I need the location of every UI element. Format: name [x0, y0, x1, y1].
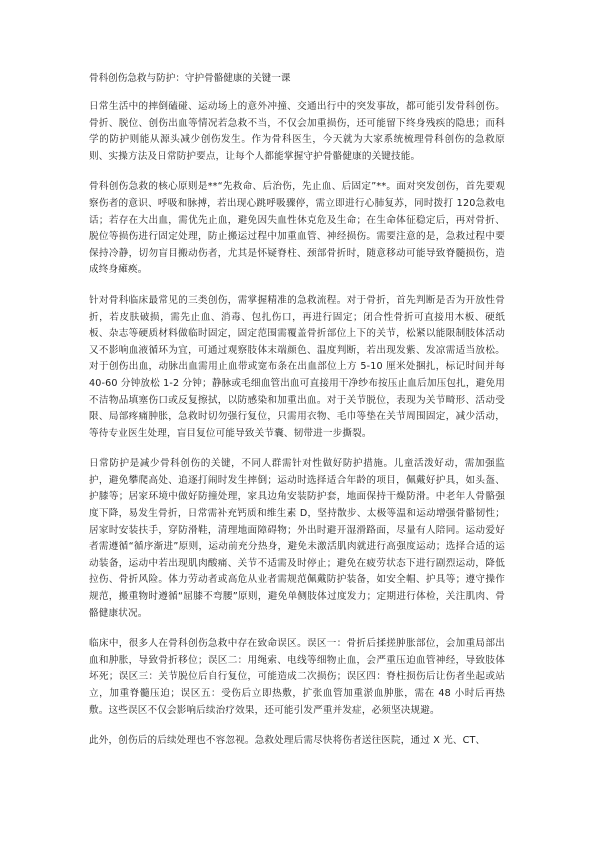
paragraph-intro: 日常生活中的摔倒磕碰、运动场上的意外冲撞、交通出行中的突发事故，都可能引发骨科创伤。骨折、脱位、创伤出血等情况若急救不当，不仅会加重损伤，还可能留下终身残疾的隐患；而科学的防护则能从源头减少创伤发生。作为骨科医生，今天就为大家系统梳理骨科创伤的急救原则、实操方法及日常防护要点，让每个人都能掌握守护骨骼健康的关键技能。 — [89, 101, 505, 162]
paragraph-first-aid-procedures: 针对骨科临床最常见的三类创伤，需掌握精准的急救流程。对于骨折，首先判断是否为开放性骨折，若皮肤破损，需先止血、消毒、包扎伤口，再进行固定；闭合性骨折可直接用木板、硬纸板、杂志等硬质材料做临时固定，固定范围需覆盖骨折部位上下的关节，松紧以能限制肢体活动又不影响血液循环为宜，可通过观察肢体末端颜色、温度判断，若出现发紫、发凉需适当放松。对于创伤出血，动脉出血需用止血带或宽布条在出血部位上方 5-10 厘米处捆扎，标记时间并每 40-60 分钟放松 1-2 分钟；静脉或毛细血管出血可直接用干净纱布按压止血后加压包扎，避免用不洁物品填塞伤口或反复擦拭，以防感染和加重出血。对于关节脱位，表现为关节畸形、活动受限、局部疼痛肿胀，急救时切勿强行复位，只需用衣物、毛巾等垫在关节周围固定，减少活动，等待专业医生处理，盲目复位可能导致关节囊、韧带进一步撕裂。 — [89, 294, 505, 439]
document-page — [89, 72, 505, 764]
document-title: 骨科创伤急救与防护：守护骨骼健康的关键一课 — [89, 73, 291, 84]
paragraph-principles: 骨科创伤急救的核心原则是**“先救命、后治伤，先止血、后固定”**。面对突发创伤，首先要观察伤者的意识、呼吸和脉搏，若出现心跳呼吸骤停，需立即进行心肺复苏，同时拨打 120急救电话；若存在大出血，需优先止血，避免因失血性休克危及生命；在生命体征稳定后，再对骨折、脱位等损伤进行固定处理，防止搬运过程中加重血管、神经损伤。需要注意的是，急救过程中要保持冷静，切勿盲目搬动伤者，尤其是怀疑脊柱、颈部骨折时，随意移动可能导致脊髓损伤，造成终身瘫痪。 — [89, 181, 505, 276]
paragraph-follow-up: 此外，创伤后的后续处理也不容忽视。急救处理后需尽快将伤者送往医院，通过 X 光、CT、 — [89, 735, 486, 747]
paragraph-common-mistakes: 临床中，很多人在骨科创伤急救中存在致命误区。误区一：骨折后揉搓肿胀部位，会加重局部出血和肿胀，导致骨折移位；误区二：用绳索、电线等细物止血，会严重压迫血管神经，导致肢体坏死；误区三：关节脱位后自行复位，可能造成二次损伤；误区四：脊柱损伤后让伤者坐起或站立，加重脊髓压迫；误区五：受伤后立即热敷，扩张血管加重淤血肿胀，需在 48 小时后再热敷。这些误区不仅会影响后续治疗效果，还可能引发严重并发症，必须坚决规避。 — [89, 638, 505, 716]
paragraph-daily-protection: 日常防护是减少骨科创伤的关键，不同人群需针对性做好防护措施。儿童活泼好动，需加强监护，避免攀爬高处、追逐打闹时发生摔倒；运动时选择适合年龄的项目，佩戴好护具，如头盔、护膝等；居家环境中做好防撞处理，家具边角安装防护套，地面保持干燥防滑。中老年人骨骼强度下降，易发生骨折，日常需补充钙质和维生素 D，坚持散步、太极等温和运动增强骨骼韧性；居家时安装扶手，穿防滑鞋，清理地面障碍物；外出时避开湿滑路面，尽量有人陪同。运动爱好者需遵循“循序渐进”原则，运动前充分热身，避免未激活肌肉就进行高强度运动；选择合适的运动装备，运动中若出现肌肉酸痛、关节不适需及时停止；避免在疲劳状态下进行剧烈运动，降低拉伤、骨折风险。体力劳动者或高危从业者需规范佩戴防护装备，如安全帽、护具等；遵守操作规范，搬重物时遵循“屈膝不弯腰”原则，避免单侧肢体过度发力；定期进行体检，关注肌肉、骨骼健康状况。 — [89, 458, 505, 619]
